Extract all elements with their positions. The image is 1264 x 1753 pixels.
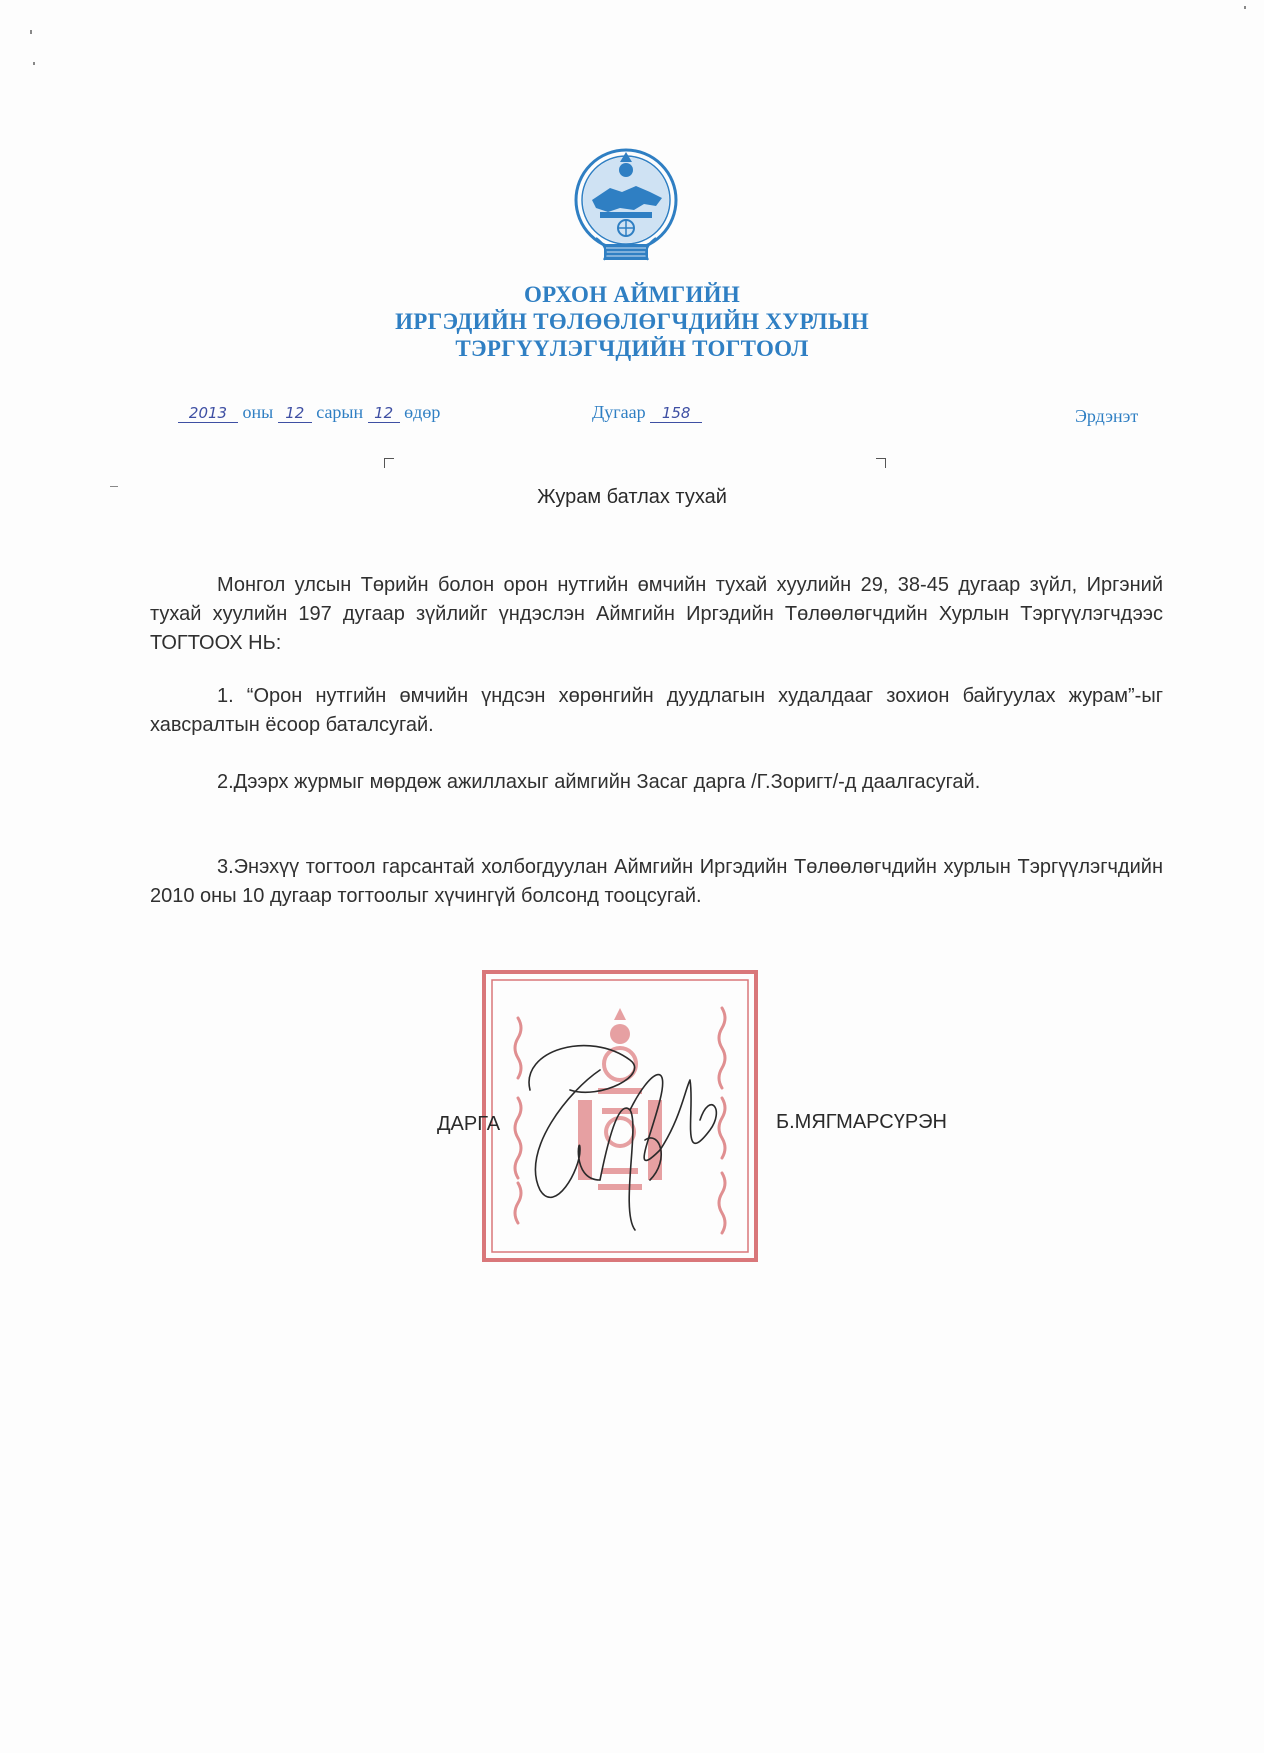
date-day: 12 [368,404,400,423]
scan-speck [30,30,32,34]
document-number-field [592,402,702,423]
signatory-name: Б.МЯГМАРСҮРЭН [776,1111,947,1133]
document-type-title: ТЭРГҮҮЛЭГЧДИЙН ТОГТООЛ [455,336,809,361]
number-label: Дугаар [592,402,646,422]
body-paragraph-item-1: 1. “Орон нутгийн өмчийн үндсэн хөрөнгийн дуудлагын худалдааг зохион байгуулах журам”-ыг хавсралтын ёсоор баталсугай. [150,685,1163,736]
body-paragraph-item-3: 3.Энэхүү тогтоол гарсантай холбогдуулан Аймгийн Иргэдийн Төлөөлөгчдийн хурлын Тэргүүлэгчдийн 2010 оны 10 дугаар тогтоолыг хүчингүй болсонд тооцсугай. [150,856,1163,907]
body-paragraph-intro: Монгол улсын Төрийн болон орон нутгийн өмчийн тухай хуулийн 29, 38-45 дугаар зүйл, Иргэний тухай хуулийн 197 дугаар зүйлийг үндэслэн Аймгийн Иргэдийн Төлөөлөгчдийн Хурлын Тэргүүлэгчдээс ТОГТООХ НЬ: [150,574,1163,654]
subject-corner-mark-right [876,458,886,468]
document-subject: Журам батлах тухай [537,486,727,508]
body-paragraph-item-2: 2.Дээрх журмыг мөрдөж ажиллахыг аймгийн Засаг дарга /Г.Зоригт/-д даалгасугай. [217,771,981,793]
date-month: 12 [278,404,312,423]
subject-corner-mark-left [384,458,394,468]
scan-speck [33,62,35,65]
issuer-line-2: ИРГЭДИЙН ТӨЛӨӨЛӨГЧДИЙН ХУРЛЫН [395,309,869,334]
state-emblem-icon [570,148,682,268]
scan-speck [1244,6,1246,9]
month-suffix: сарын [316,402,364,422]
document-number: 158 [650,404,702,423]
date-year: 2013 [178,404,238,423]
signatory-title: ДАРГА [437,1113,501,1135]
handwritten-signature-icon [510,1030,740,1250]
place-of-issue: Эрдэнэт [1075,406,1139,426]
year-suffix: оны [242,402,274,422]
day-suffix: өдөр [404,402,441,422]
issuer-line-1: ОРХОН АЙМГИЙН [523,282,741,307]
date-field [178,402,440,423]
